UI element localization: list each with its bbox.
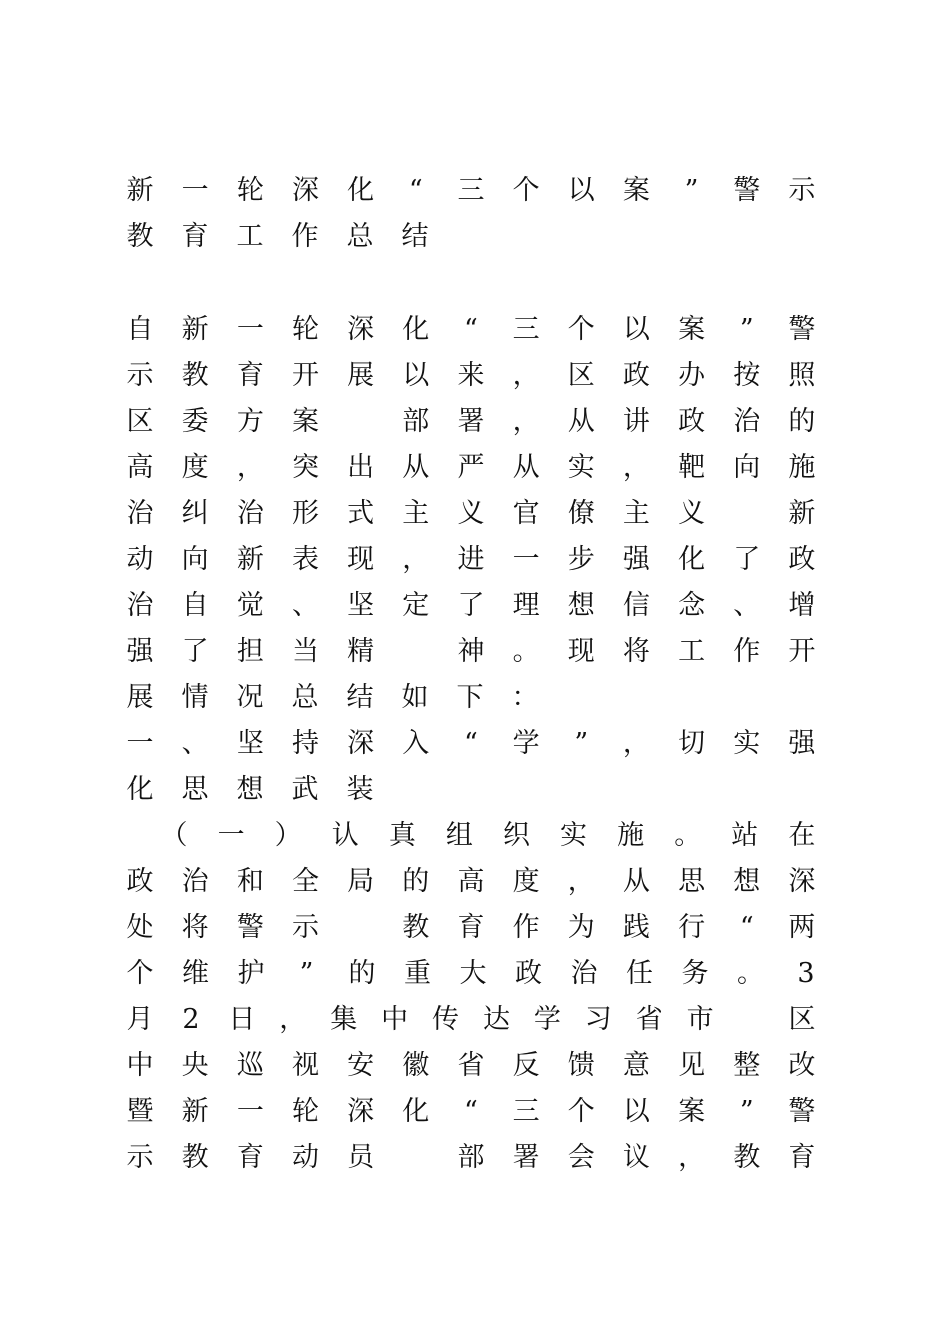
glyph: ” — [299, 958, 314, 989]
body-line — [126, 675, 816, 721]
glyph: 省 — [635, 1004, 663, 1035]
glyph: 教 — [402, 912, 430, 943]
glyph: 以 — [567, 175, 595, 206]
glyph: 护 — [237, 958, 265, 989]
glyph: 化 — [126, 774, 154, 805]
glyph: 个 — [567, 314, 595, 345]
glyph: 处 — [126, 912, 154, 943]
glyph: 将 — [181, 912, 209, 943]
glyph: 向 — [181, 544, 209, 575]
glyph: 深 — [291, 175, 319, 206]
glyph: 照 — [788, 360, 816, 391]
glyph: 织 — [502, 820, 530, 851]
body-line — [126, 537, 816, 583]
glyph: 案 — [678, 314, 706, 345]
glyph: 为 — [567, 912, 595, 943]
glyph: 结 — [346, 682, 374, 713]
glyph: 政 — [788, 544, 816, 575]
glyph: 义 — [678, 498, 706, 529]
glyph: 强 — [126, 636, 154, 667]
glyph: ” — [739, 1096, 754, 1127]
glyph: 按 — [733, 360, 761, 391]
glyph: 局 — [347, 866, 375, 897]
glyph: 主 — [402, 498, 430, 529]
glyph: 现 — [567, 636, 595, 667]
glyph: 个 — [512, 175, 540, 206]
glyph: 日 — [228, 1004, 256, 1035]
section-heading-line — [126, 721, 816, 767]
glyph: 暨 — [126, 1096, 154, 1127]
glyph: 会 — [567, 1142, 595, 1173]
glyph — [737, 997, 765, 1043]
glyph: 教 — [181, 360, 209, 391]
glyph: 务 — [681, 958, 709, 989]
glyph: 办 — [678, 360, 706, 391]
glyph: 区 — [788, 1004, 816, 1035]
glyph: ” — [684, 175, 699, 206]
body-line — [126, 629, 816, 675]
glyph: 在 — [788, 820, 816, 851]
glyph: 度 — [181, 452, 209, 483]
glyph: 动 — [291, 1142, 319, 1173]
glyph: 强 — [622, 544, 650, 575]
glyph: 全 — [291, 866, 319, 897]
glyph: 见 — [678, 1050, 706, 1081]
glyph: 形 — [291, 498, 319, 529]
body-line — [126, 951, 820, 997]
glyph — [402, 629, 430, 675]
glyph: 集 — [330, 1004, 358, 1035]
glyph: 定 — [402, 590, 430, 621]
glyph: 增 — [788, 590, 816, 621]
glyph: ： — [511, 682, 539, 713]
glyph: 案 — [678, 1096, 706, 1127]
glyph: 。 — [737, 958, 764, 989]
glyph: 教 — [126, 221, 154, 252]
body-line — [126, 353, 816, 399]
glyph: 以 — [622, 314, 650, 345]
glyph: 育 — [236, 360, 264, 391]
glyph: 视 — [291, 1050, 319, 1081]
glyph: 月 — [126, 1004, 154, 1035]
glyph: 维 — [182, 958, 209, 989]
glyph: 政 — [622, 360, 650, 391]
glyph: 一 — [181, 175, 209, 206]
glyph: 意 — [622, 1050, 650, 1081]
glyph: 官 — [512, 498, 540, 529]
glyph: 示 — [291, 912, 319, 943]
body-line — [126, 997, 816, 1043]
glyph: 靶 — [678, 452, 706, 483]
glyph: 新 — [788, 498, 816, 529]
glyph: 式 — [347, 498, 375, 529]
glyph: 、 — [733, 590, 761, 621]
glyph: 施 — [617, 820, 645, 851]
glyph: ， — [512, 360, 540, 391]
glyph: 案 — [622, 175, 650, 206]
glyph: 学 — [512, 728, 540, 759]
glyph: 义 — [457, 498, 485, 529]
glyph: “ — [464, 314, 478, 345]
glyph: 一 — [236, 314, 264, 345]
glyph: 3 — [797, 958, 815, 989]
glyph: 部 — [457, 1142, 485, 1173]
glyph: 两 — [788, 912, 816, 943]
glyph: 工 — [236, 221, 264, 252]
glyph: 治 — [236, 498, 264, 529]
glyph: 育 — [181, 221, 209, 252]
glyph: 馈 — [567, 1050, 595, 1081]
glyph: 化 — [402, 314, 430, 345]
glyph: 个 — [567, 1096, 595, 1127]
glyph: 育 — [457, 912, 485, 943]
glyph: 个 — [126, 958, 154, 989]
glyph: 了 — [733, 544, 761, 575]
glyph: 高 — [126, 452, 154, 483]
glyph: 区 — [567, 360, 595, 391]
glyph: 想 — [733, 866, 761, 897]
glyph: 轮 — [291, 1096, 319, 1127]
glyph: 觉 — [236, 590, 264, 621]
body-line — [126, 491, 816, 537]
glyph: 开 — [291, 360, 319, 391]
glyph: 署 — [457, 406, 485, 437]
glyph: 来 — [457, 360, 485, 391]
glyph: 将 — [622, 636, 650, 667]
glyph: 认 — [331, 820, 359, 851]
glyph: 自 — [126, 314, 154, 345]
body-line — [126, 583, 816, 629]
glyph: 署 — [512, 1142, 540, 1173]
section-heading-line — [126, 767, 816, 813]
glyph: 警 — [733, 175, 761, 206]
glyph: ， — [402, 544, 430, 575]
body-line — [126, 859, 816, 905]
glyph: 坚 — [347, 590, 375, 621]
glyph: 治 — [733, 406, 761, 437]
glyph: 精 — [347, 636, 375, 667]
glyph — [347, 399, 375, 445]
glyph: 示 — [126, 360, 154, 391]
glyph: 切 — [678, 728, 706, 759]
glyph: 深 — [347, 1096, 375, 1127]
glyph: 总 — [291, 682, 319, 713]
glyph: 作 — [512, 912, 540, 943]
glyph: 况 — [236, 682, 264, 713]
glyph: 教 — [733, 1142, 761, 1173]
glyph — [347, 905, 375, 951]
glyph: 作 — [291, 221, 319, 252]
glyph: 议 — [622, 1142, 650, 1173]
glyph: 深 — [347, 314, 375, 345]
glyph: 自 — [181, 590, 209, 621]
glyph: 的 — [788, 406, 816, 437]
glyph: 作 — [733, 636, 761, 667]
title-line-1 — [126, 168, 816, 214]
glyph: 三 — [512, 1096, 540, 1127]
glyph: 实 — [733, 728, 761, 759]
glyph: 度 — [512, 866, 540, 897]
glyph: 反 — [512, 1050, 540, 1081]
glyph: 新 — [236, 544, 264, 575]
glyph: 工 — [678, 636, 706, 667]
glyph: 从 — [402, 452, 430, 483]
body-line — [126, 1135, 816, 1181]
glyph: 部 — [402, 406, 430, 437]
glyph: 新 — [181, 314, 209, 345]
glyph: “ — [464, 728, 478, 759]
glyph: 深 — [347, 728, 375, 759]
glyph: 一 — [236, 1096, 264, 1127]
glyph: 轮 — [236, 175, 264, 206]
glyph: 达 — [482, 1004, 510, 1035]
glyph: 中 — [381, 1004, 409, 1035]
glyph: （ — [160, 820, 188, 851]
glyph: 徽 — [402, 1050, 430, 1081]
glyph: 展 — [126, 682, 154, 713]
glyph: 教 — [181, 1142, 209, 1173]
glyph: 深 — [788, 866, 816, 897]
glyph: 思 — [181, 774, 209, 805]
glyph: ” — [574, 728, 589, 759]
glyph: 总 — [346, 221, 374, 252]
glyph: 开 — [788, 636, 816, 667]
glyph: 实 — [567, 452, 595, 483]
glyph: 习 — [584, 1004, 612, 1035]
glyph: 巡 — [236, 1050, 264, 1081]
body-line — [126, 307, 816, 353]
glyph: 想 — [567, 590, 595, 621]
glyph: 以 — [402, 360, 430, 391]
glyph: ” — [739, 314, 754, 345]
glyph: 装 — [346, 774, 374, 805]
glyph: 一 — [126, 728, 154, 759]
glyph: 委 — [181, 406, 209, 437]
glyph: ， — [279, 1004, 307, 1035]
body-line — [126, 1089, 816, 1135]
glyph: 一 — [217, 820, 245, 851]
glyph: 示 — [126, 1142, 154, 1173]
glyph: 示 — [788, 175, 816, 206]
glyph: 治 — [181, 866, 209, 897]
glyph: 2 — [182, 1004, 200, 1035]
glyph: ， — [678, 1142, 706, 1173]
glyph: 行 — [678, 912, 706, 943]
glyph: 新 — [126, 175, 154, 206]
subsection-line — [160, 813, 816, 859]
glyph: 改 — [788, 1050, 816, 1081]
glyph: 、 — [291, 590, 319, 621]
glyph: 高 — [457, 866, 485, 897]
glyph: 的 — [402, 866, 430, 897]
glyph: 学 — [533, 1004, 561, 1035]
glyph: 省 — [457, 1050, 485, 1081]
body-line — [126, 1043, 816, 1089]
glyph: 出 — [347, 452, 375, 483]
glyph: 坚 — [236, 728, 264, 759]
glyph: 讲 — [622, 406, 650, 437]
glyph: 市 — [686, 1004, 714, 1035]
glyph: 结 — [401, 221, 429, 252]
glyph: “ — [408, 175, 423, 206]
glyph: 治 — [570, 958, 598, 989]
glyph: 严 — [457, 452, 485, 483]
glyph: 突 — [291, 452, 319, 483]
glyph: 进 — [457, 544, 485, 575]
glyph: 展 — [347, 360, 375, 391]
glyph: 区 — [126, 406, 154, 437]
glyph: 表 — [291, 544, 319, 575]
body-line — [126, 905, 816, 951]
glyph: 三 — [457, 175, 485, 206]
glyph: 中 — [126, 1050, 154, 1081]
glyph: 安 — [347, 1050, 375, 1081]
glyph — [733, 491, 761, 537]
glyph: 向 — [733, 452, 761, 483]
glyph: 从 — [567, 406, 595, 437]
glyph: 一 — [512, 544, 540, 575]
glyph: 施 — [788, 452, 816, 483]
glyph: 当 — [291, 636, 319, 667]
glyph — [402, 1135, 430, 1181]
body-line — [126, 445, 816, 491]
glyph: 理 — [512, 590, 540, 621]
glyph: 轮 — [291, 314, 319, 345]
glyph: 念 — [678, 590, 706, 621]
glyph: 如 — [401, 682, 429, 713]
glyph: 。 — [512, 636, 540, 667]
glyph: 僚 — [567, 498, 595, 529]
glyph: 和 — [236, 866, 264, 897]
glyph: 想 — [236, 774, 264, 805]
glyph: 步 — [567, 544, 595, 575]
glyph: 大 — [459, 958, 487, 989]
glyph: 组 — [445, 820, 473, 851]
glyph: ， — [567, 866, 595, 897]
glyph: 治 — [126, 498, 154, 529]
glyph: 担 — [236, 636, 264, 667]
glyph: 化 — [678, 544, 706, 575]
glyph: 从 — [512, 452, 540, 483]
glyph: 动 — [126, 544, 154, 575]
glyph: “ — [739, 912, 754, 943]
glyph: 持 — [291, 728, 319, 759]
glyph: 政 — [126, 866, 154, 897]
glyph: 了 — [457, 590, 485, 621]
glyph: 方 — [236, 406, 264, 437]
glyph: 政 — [678, 406, 706, 437]
glyph: 情 — [181, 682, 209, 713]
glyph: 政 — [515, 958, 542, 989]
glyph: 警 — [788, 1096, 816, 1127]
glyph: ） — [274, 820, 302, 851]
glyph: 神 — [457, 636, 485, 667]
glyph: 案 — [291, 406, 319, 437]
glyph: 现 — [347, 544, 375, 575]
glyph: 入 — [402, 728, 430, 759]
glyph: 思 — [678, 866, 706, 897]
glyph: 。 — [674, 820, 702, 851]
body-line — [126, 399, 816, 445]
glyph: 化 — [402, 1096, 430, 1127]
glyph: 员 — [347, 1142, 375, 1173]
glyph: 从 — [622, 866, 650, 897]
glyph: 任 — [626, 958, 653, 989]
glyph: 的 — [348, 958, 376, 989]
glyph: 警 — [236, 912, 264, 943]
glyph: 武 — [291, 774, 319, 805]
glyph: 了 — [181, 636, 209, 667]
glyph: ， — [236, 452, 264, 483]
glyph: 治 — [126, 590, 154, 621]
glyph: 传 — [432, 1004, 460, 1035]
glyph: 以 — [622, 1096, 650, 1127]
glyph: ， — [622, 728, 650, 759]
glyph: 整 — [733, 1050, 761, 1081]
glyph: 信 — [622, 590, 650, 621]
glyph: 站 — [731, 820, 759, 851]
glyph: 主 — [622, 498, 650, 529]
glyph: 、 — [181, 728, 209, 759]
glyph: 纠 — [181, 498, 209, 529]
title-line-2 — [126, 214, 816, 260]
glyph: 下 — [456, 682, 484, 713]
glyph: 育 — [236, 1142, 264, 1173]
glyph: ， — [512, 406, 540, 437]
glyph: 育 — [788, 1142, 816, 1173]
glyph: 化 — [347, 175, 375, 206]
glyph: 践 — [622, 912, 650, 943]
glyph: 真 — [388, 820, 416, 851]
glyph: 警 — [788, 314, 816, 345]
glyph: 实 — [560, 820, 588, 851]
glyph: 重 — [404, 958, 431, 989]
glyph: 央 — [181, 1050, 209, 1081]
glyph: “ — [464, 1096, 478, 1127]
glyph: 强 — [788, 728, 816, 759]
glyph: 新 — [181, 1096, 209, 1127]
glyph: ， — [622, 452, 650, 483]
glyph: 三 — [512, 314, 540, 345]
